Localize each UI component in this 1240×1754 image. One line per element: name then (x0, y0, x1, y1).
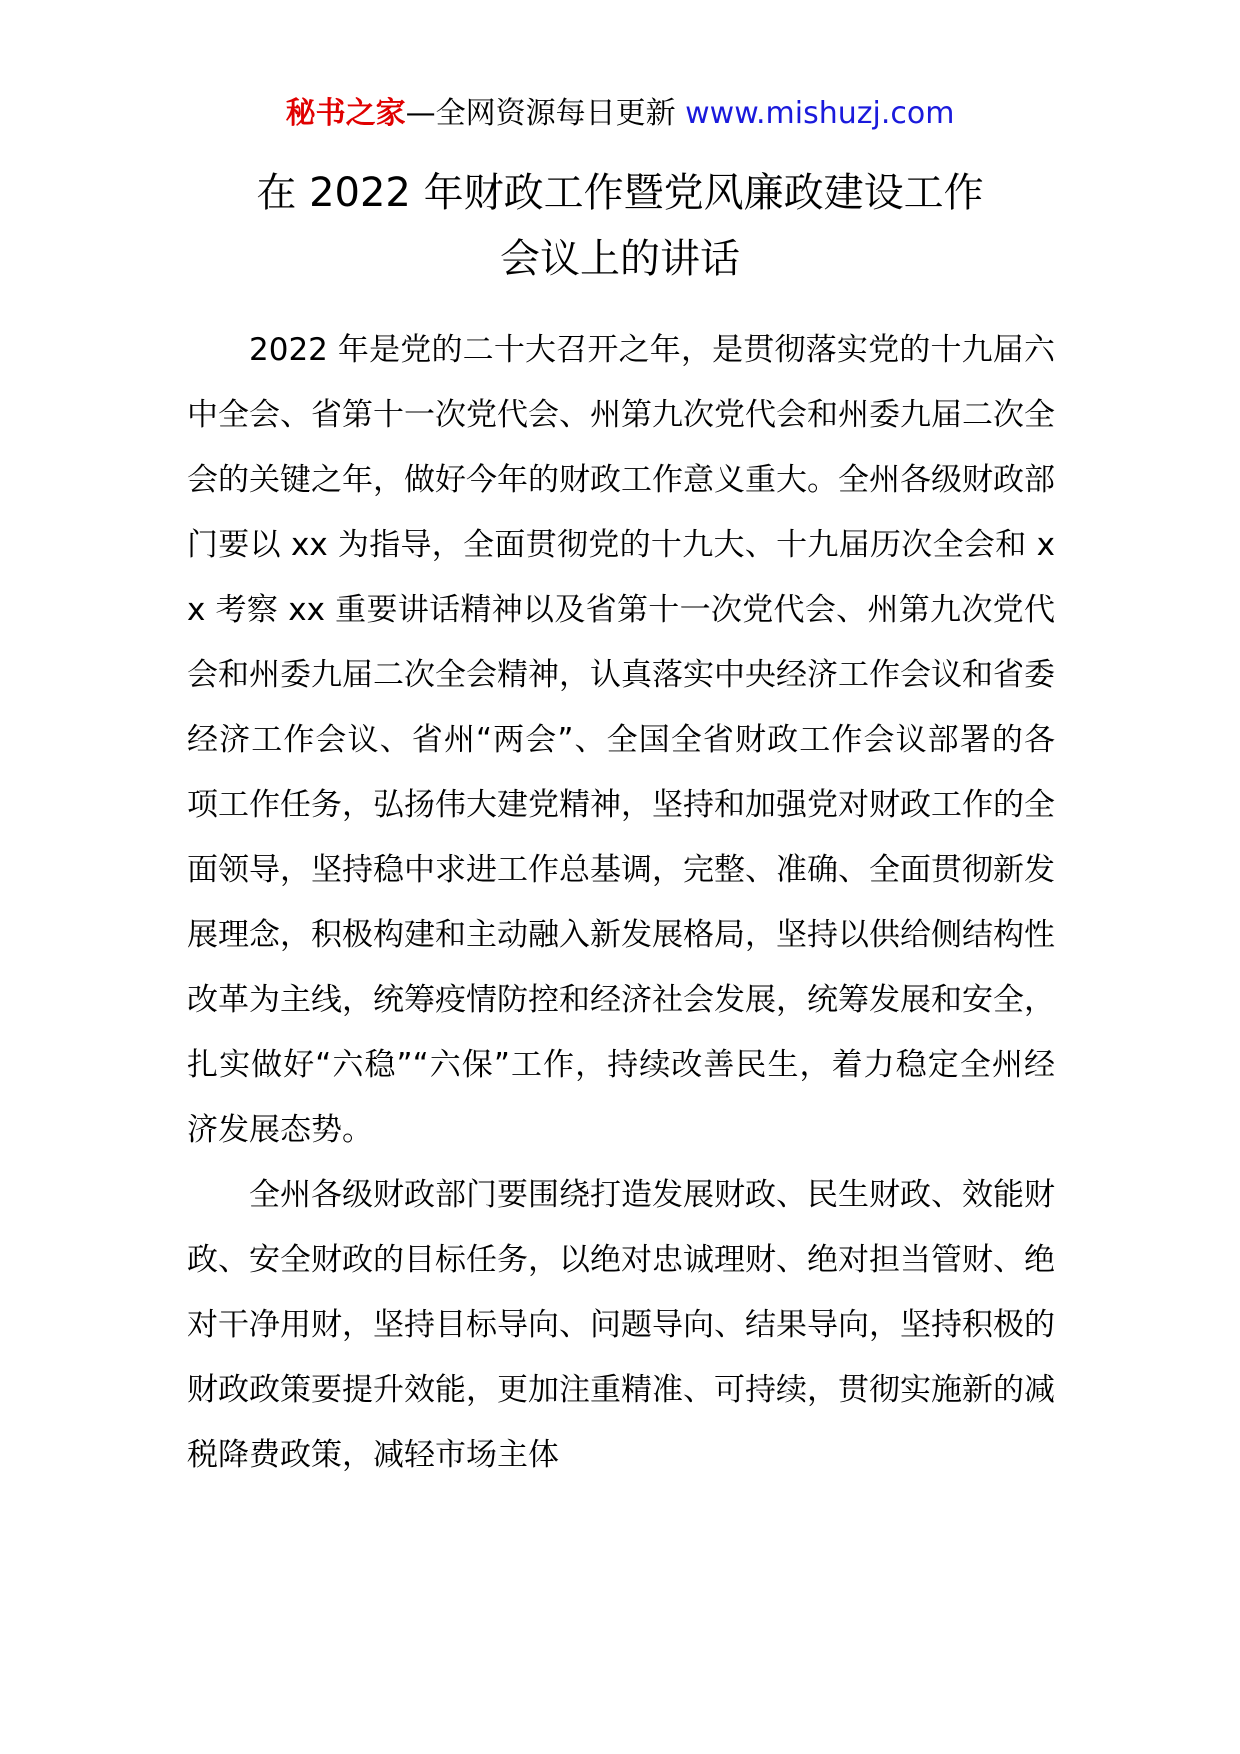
body-paragraph-1: 2022 年是党的二十大召开之年，是贯彻落实党的十九届六中全会、省第十一次党代会、州第九次党代会和州委九届二次全会的关键之年，做好今年的财政工作意义重大。全州各级财政部门要以 xx 为指导，全面贯彻党的十九大、十九届历次全会和 xx 考察 xx 重要讲话精神以及省第十一次党代会、州第九次党代会和州委九届二次全会精神，认真落实中央经济工作会议和省委经济工作会议、省州“两会”、全国全省财政工作会议部署的各项工作任务，弘扬伟大建党精神，坚持和加强党对财政工作的全面领导，坚持稳中求进工作总基调，完整、准确、全面贯彻新发展理念，积极构建和主动融入新发展格局，坚持以供给侧结构性改革为主线，统筹疫情防控和经济社会发展，统筹发展和安全，扎实做好“六稳”“六保”工作，持续改善民生，着力稳定全州经济发展态势。 (187, 332, 1055, 1148)
document-body (187, 318, 1055, 1488)
site-tagline: —全网资源每日更新 (405, 96, 676, 131)
site-url-link[interactable]: www.mishuzj.com (685, 96, 955, 131)
site-header-banner (0, 94, 1240, 134)
body-paragraph-2: 全州各级财政部门要围绕打造发展财政、民生财政、效能财政、安全财政的目标任务，以绝对忠诚理财、绝对担当管财、绝对干净用财，坚持目标导向、问题导向、结果导向，坚持积极的财政政策要提升效能，更加注重精准、可持续，贯彻实施新的减税降费政策，减轻市场主体 (187, 1177, 1055, 1473)
document-title-line-2: 会议上的讲话 (500, 236, 740, 282)
site-brand-name: 秘书之家 (285, 96, 406, 131)
document-title-line-1: 在 2022 年财政工作暨党风廉政建设工作 (256, 170, 984, 216)
document-title (180, 160, 1060, 292)
